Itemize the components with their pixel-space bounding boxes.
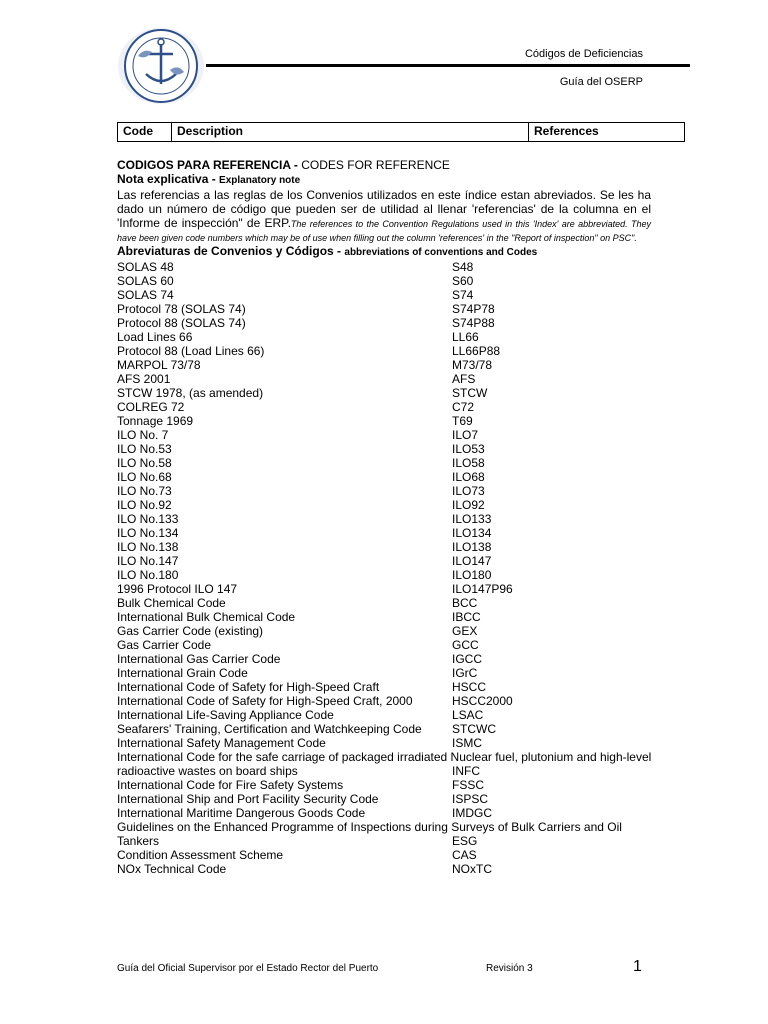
list-item	[117, 568, 651, 582]
list-item: Guidelines on the Enhanced Programme of Inspections during Surveys of Bulk Carriers and Oil Tankers ESG	[117, 820, 622, 848]
entry-code: IMDGC	[452, 806, 492, 820]
entry-name: Bulk Chemical Code	[117, 596, 226, 610]
entry-name: ILO No.53	[117, 442, 172, 456]
entry-name: ILO No. 7	[117, 428, 169, 442]
entry-name: Protocol 78 (SOLAS 74)	[117, 302, 246, 316]
entry-code: ILO133	[452, 512, 492, 526]
abbreviation-list	[117, 260, 651, 750]
entry-code: HSCC	[452, 680, 487, 694]
entry-name: International Maritime Dangerous Goods Code	[117, 806, 366, 820]
entry-code: T69	[452, 414, 473, 428]
list-item	[117, 274, 651, 288]
footer-revision: Revisión 3	[486, 963, 533, 974]
entry-name: 1996 Protocol ILO 147	[117, 582, 238, 596]
entry-code: ILO53	[452, 442, 485, 456]
list-item	[117, 484, 651, 498]
explanatory-note-heading: Nota explicativa - Explanatory note	[117, 172, 301, 186]
explanatory-paragraph: Las referencias a las reglas de los Convenios utilizados en este índice estan abreviados. Se les ha dado un número de código que pueden ser de utilidad al llenar 'referencias' de la columna en el 'Informe de inspección" de ERP.The references to the Convention Regulations used in this 'Index' are abbreviated. They have been given code numbers which may be of use when filling out the column 'references' in the "Report of inspection" on PSC".	[117, 188, 651, 243]
entry-name: ILO No.92	[117, 498, 172, 512]
list-item	[117, 694, 651, 708]
entry-name: Seafarers' Training, Certification and Watchkeeping Code	[117, 722, 422, 736]
entry-name: Tonnage 1969	[117, 414, 194, 428]
entry-name: MARPOL 73/78	[117, 358, 201, 372]
entry-code: FSSC	[452, 778, 485, 792]
list-item	[117, 862, 651, 876]
entry-name: International Gas Carrier Code	[117, 652, 281, 666]
list-item	[117, 778, 651, 792]
entry-name: STCW 1978, (as amended)	[117, 386, 264, 400]
entry-code: ILO92	[452, 498, 485, 512]
entry-code: ILO138	[452, 540, 492, 554]
entry-name: International Safety Management Code	[117, 736, 326, 750]
entry-name: SOLAS 60	[117, 274, 174, 288]
list-item	[117, 624, 651, 638]
entry-name: International Code for Fire Safety Systems	[117, 778, 344, 792]
entry-name: Condition Assessment Scheme	[117, 848, 284, 862]
entry-name: Gas Carrier Code	[117, 638, 212, 652]
header-title: Códigos de Deficiencias	[524, 48, 643, 60]
list-item	[117, 260, 651, 274]
list-item	[117, 708, 651, 722]
entry-code: S74	[452, 288, 474, 302]
entry-name: International Ship and Port Facility Security Code	[117, 792, 379, 806]
list-item	[117, 344, 651, 358]
entry-code: ILO134	[452, 526, 492, 540]
entry-name: International Grain Code	[117, 666, 248, 680]
column-references: References	[534, 124, 599, 138]
list-item	[117, 666, 651, 680]
list-item	[117, 386, 651, 400]
entry-name: International Bulk Chemical Code	[117, 610, 296, 624]
list-item	[117, 400, 651, 414]
list-item	[117, 372, 651, 386]
column-description: Description	[172, 123, 529, 141]
abbreviation-list	[117, 848, 651, 876]
list-item	[117, 302, 651, 316]
section-heading: CODIGOS PARA REFERENCIA - CODES FOR REFERENCE	[117, 158, 450, 172]
list-item: International Code for the safe carriage of packaged irradiated Nuclear fuel, plutonium and high-level radioactive wastes on board ships INFC	[117, 750, 652, 778]
list-item	[117, 470, 651, 484]
document-body	[117, 158, 651, 876]
entry-name: ILO No.147	[117, 554, 179, 568]
entry-name: ILO No.134	[117, 526, 179, 540]
entry-name: ILO No.73	[117, 484, 172, 498]
entry-name: ILO No.68	[117, 470, 172, 484]
entry-code: S74P88	[452, 316, 495, 330]
list-item	[117, 736, 651, 750]
entry-code: IBCC	[452, 610, 481, 624]
entry-name: International Code of Safety for High-Speed Craft	[117, 680, 380, 694]
entry-name: NOx Technical Code	[117, 862, 227, 876]
list-item	[117, 316, 651, 330]
list-item	[117, 610, 651, 624]
footer-guide-title: Guía del Oficial Supervisor por el Estado Rector del Puerto	[117, 963, 379, 974]
entry-code: LSAC	[452, 708, 484, 722]
list-item	[117, 540, 651, 554]
entry-code: ISMC	[452, 736, 482, 750]
list-item	[117, 638, 651, 652]
list-item	[117, 526, 651, 540]
column-code: Code	[118, 123, 172, 141]
entry-code: ILO147	[452, 554, 492, 568]
entry-name: Protocol 88 (SOLAS 74)	[117, 316, 246, 330]
list-item	[117, 652, 651, 666]
entry-code: GEX	[452, 624, 478, 638]
entry-name: Protocol 88 (Load Lines 66)	[117, 344, 265, 358]
entry-code: ILO58	[452, 456, 485, 470]
list-item	[117, 596, 651, 610]
entry-code: S74P78	[452, 302, 495, 316]
entry-name: ILO No.138	[117, 540, 179, 554]
entry-name: SOLAS 74	[117, 288, 174, 302]
entry-code: NOxTC	[452, 862, 492, 876]
list-item	[117, 498, 651, 512]
entry-name: ILO No.133	[117, 512, 179, 526]
entry-code: STCW	[452, 386, 488, 400]
entry-code: LL66	[452, 330, 479, 344]
entry-code: ILO180	[452, 568, 492, 582]
entry-code: S48	[452, 260, 474, 274]
table-header	[117, 122, 685, 142]
list-item	[117, 806, 651, 820]
entry-code: STCWC	[452, 722, 496, 736]
entry-name: COLREG 72	[117, 400, 185, 414]
list-item	[117, 414, 651, 428]
entry-name: Load Lines 66	[117, 330, 193, 344]
entry-code: ILO68	[452, 470, 485, 484]
entry-name: Gas Carrier Code (existing)	[117, 624, 264, 638]
page-number: 1	[633, 958, 642, 975]
list-item	[117, 288, 651, 302]
list-item	[117, 512, 651, 526]
entry-name: ILO No.180	[117, 568, 179, 582]
entry-code: S60	[452, 274, 474, 288]
list-item	[117, 428, 651, 442]
entry-code: IGCC	[452, 652, 482, 666]
entry-name: International Code of Safety for High-Speed Craft, 2000	[117, 694, 413, 708]
organization-logo	[116, 26, 206, 106]
list-item	[117, 554, 651, 568]
entry-code: LL66P88	[452, 344, 501, 358]
entry-code: GCC	[452, 638, 479, 652]
entry-code: ILO7	[452, 428, 479, 442]
entry-name: ILO No.58	[117, 456, 172, 470]
list-item	[117, 456, 651, 470]
entry-name: International Life-Saving Appliance Code	[117, 708, 334, 722]
entry-code: AFS	[452, 372, 476, 386]
entry-code: CAS	[452, 848, 477, 862]
entry-code: ILO73	[452, 484, 485, 498]
list-item	[117, 722, 651, 736]
abbreviations-heading: Abreviaturas de Convenios y Códigos - abbreviations of conventions and Codes	[117, 244, 538, 258]
list-item	[117, 358, 651, 372]
entry-code: M73/78	[452, 358, 493, 372]
entry-name: AFS 2001	[117, 372, 171, 386]
list-item	[117, 330, 651, 344]
abbreviation-list	[117, 778, 651, 820]
entry-code: HSCC2000	[452, 694, 513, 708]
list-item	[117, 442, 651, 456]
entry-code: ISPSC	[452, 792, 489, 806]
header-rule	[206, 64, 690, 67]
list-item	[117, 680, 651, 694]
entry-code: IGrC	[452, 666, 478, 680]
header-subtitle: Guía del OSERP	[559, 76, 643, 88]
list-item	[117, 582, 651, 596]
entry-name: SOLAS 48	[117, 260, 174, 274]
entry-code: BCC	[452, 596, 478, 610]
list-item	[117, 792, 651, 806]
entry-code: ILO147P96	[452, 582, 513, 596]
list-item	[117, 848, 651, 862]
entry-code: C72	[452, 400, 475, 414]
